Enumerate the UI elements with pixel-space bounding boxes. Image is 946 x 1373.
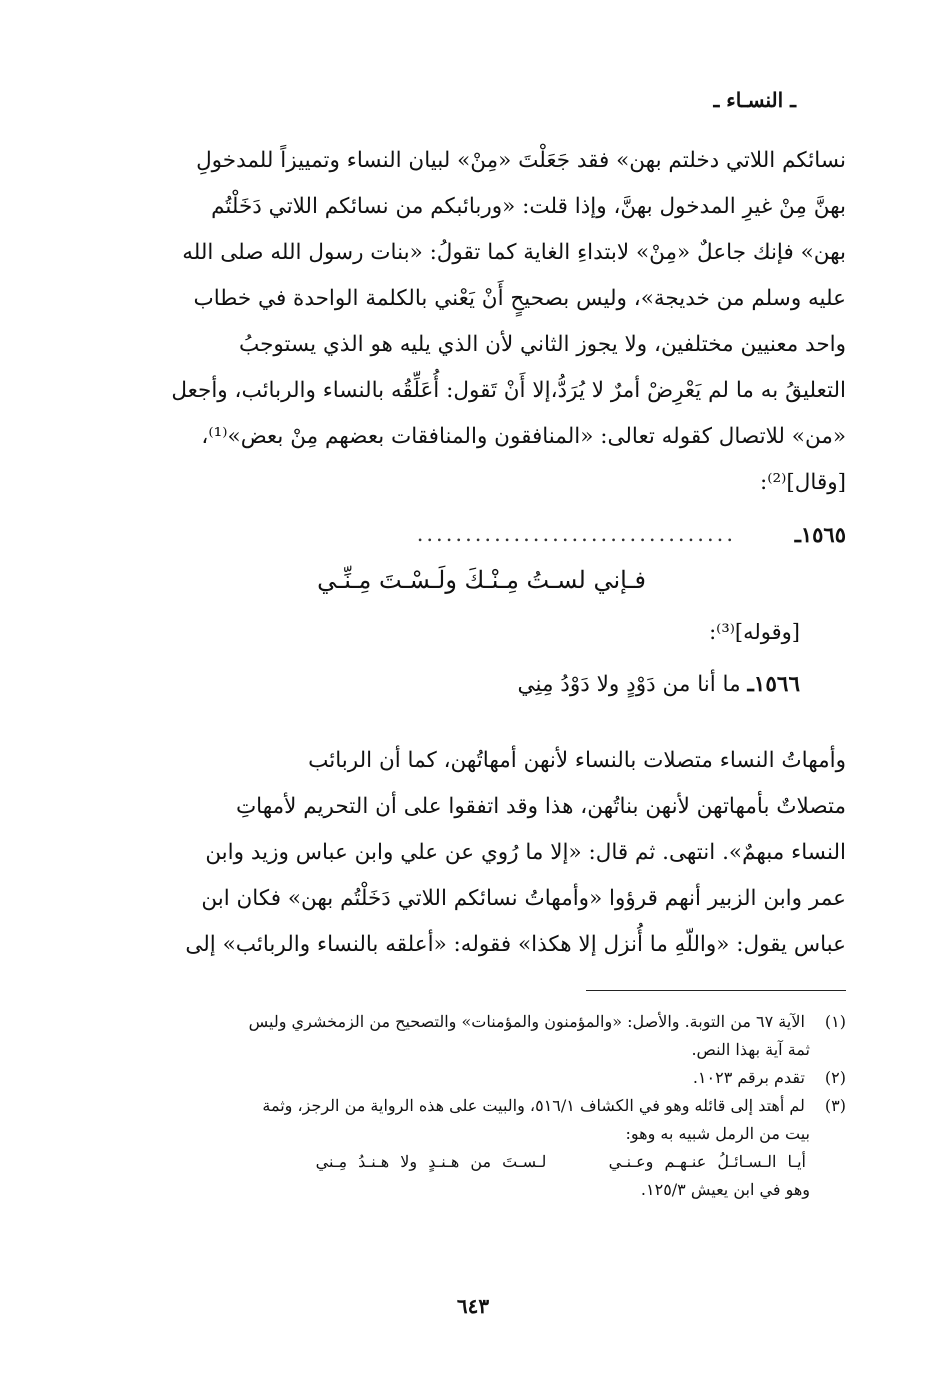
verse-1566 <box>518 672 800 697</box>
text-line: التعليقُ به ما لم يَعْرِضْ أمرٌ لا يُرَدُّ،إلا أَنْ تَقول: أُعَلِّقُه بالنساء والربائب، وأجعل <box>171 378 846 403</box>
text-line: عمر وابن الزبير أنهم قرؤوا «وأمهاتُ نسائكم اللاتي دَخَلْتُم بهن» فكان ابن <box>201 886 846 911</box>
footnote-marker: (٢) <box>824 1068 846 1087</box>
main-text-block-1 <box>148 138 846 506</box>
hemistich-first: أيـا الـسـائـلُ عنـهـم وعـنـي <box>608 1152 806 1171</box>
footnote-2 <box>96 1064 846 1092</box>
footnote-text: لم أهتد إلى قائله وهو في الكشاف ٥١٦/١، والبيت على هذه الرواية من الرجز، وثمة <box>262 1096 805 1115</box>
text-line: النساء مبهمٌ». انتهى. ثم قال: «إلا ما رُوي عن علي وابن عباس وزيد وابن <box>205 840 846 865</box>
verse-1566-intro: [وقوله]⁽³⁾: <box>709 620 800 644</box>
text-line: بهن» فإنك جاعلٌ «مِنْ» لابتداءِ الغاية كما تقولُ: «بنات رسول الله صلى الله <box>182 240 846 265</box>
running-header: ـ النسـاء ـ <box>713 88 796 112</box>
text-line: عباس يقول: «واللّهِ ما أُنزل إلا هكذا» فقوله: «أعلقه بالنساء والربائب» إلى <box>185 932 846 957</box>
verse-text: ما أنا من دَوْدٍ ولا دَوْدُ مِنِي <box>517 672 741 697</box>
text-line: واحد معنيين مختلفين، ولا يجوز الثاني لأن الذي يليه هو الذي يستوجبُ <box>238 332 846 357</box>
verse-1565-heading <box>300 522 846 562</box>
footnote-text: ثمة آية بهذا النص. <box>691 1040 810 1059</box>
footnote-text: وهو في ابن يعيش ١٢٥/٣. <box>640 1180 810 1199</box>
footnote-verse <box>96 1148 846 1176</box>
text-line: متصلاتٌ بأمهاتهن لأنهن بناتُهن، هذا وقد اتفقوا على أن التحريم لأمهاتِ <box>235 794 846 819</box>
footnotes <box>96 1008 846 1204</box>
page-number: ٦٤٣ <box>456 1294 490 1318</box>
footnote-text: بيت من الرمل شبيه به وهو: <box>625 1124 810 1143</box>
footnote-1 <box>96 1008 846 1036</box>
main-text-block-2 <box>148 738 846 968</box>
footnote-marker: (٣) <box>824 1096 846 1115</box>
footnote-text: تقدم برقم ١٠٢٣. <box>692 1068 805 1087</box>
footnote-text: الآية ٦٧ من التوبة. والأصل: «والمؤمنون والمؤمنات» والتصحيح من الزمخشري وليس <box>248 1012 805 1031</box>
hemistich-second: لـسـتَ من هـنـدٍ ولا هـنـدُ مِـني <box>315 1152 547 1171</box>
text-line: وأمهاتُ النساء متصلات بالنساء لأنهن أمهاتُهن، كما أن الربائب <box>308 748 846 773</box>
footnote-marker: (١) <box>824 1012 846 1031</box>
footnote-3 <box>96 1092 846 1120</box>
footnote-separator <box>586 990 846 991</box>
text-line: «من» للاتصال كقوله تعالى: «المنافقون والمنافقات بعضهم مِنْ بعض»⁽¹⁾، <box>201 424 846 449</box>
text-line: نسائكم اللاتي دخلتم بهن» فقد جَعَلْتَ «مِنْ» لبيان النساء وتمييزاً للمدخولِ <box>196 148 846 173</box>
verse-number: ١٥٦٥ـ <box>794 522 846 547</box>
verse-number: ١٥٦٦ـ <box>747 672 800 697</box>
ellipsis-dots: ................................. <box>416 522 736 546</box>
text-line: بهنَّ مِنْ غيرِ المدخول بهنَّ، وإذا قلت: «وربائبكم من نسائكم اللاتي دَخَلْتُم <box>211 194 846 219</box>
text-line: [وقال]⁽²⁾: <box>759 470 846 495</box>
verse-1565-text: فـإني لسـتُ مِـنْـكَ ولَـسْـتَ مِـنِّـي <box>317 566 646 594</box>
text-line: عليه وسلم من خديجة»، وليس بصحيحٍ أَنْ يَعْني بالكلمة الواحدة في خطاب <box>193 286 846 311</box>
